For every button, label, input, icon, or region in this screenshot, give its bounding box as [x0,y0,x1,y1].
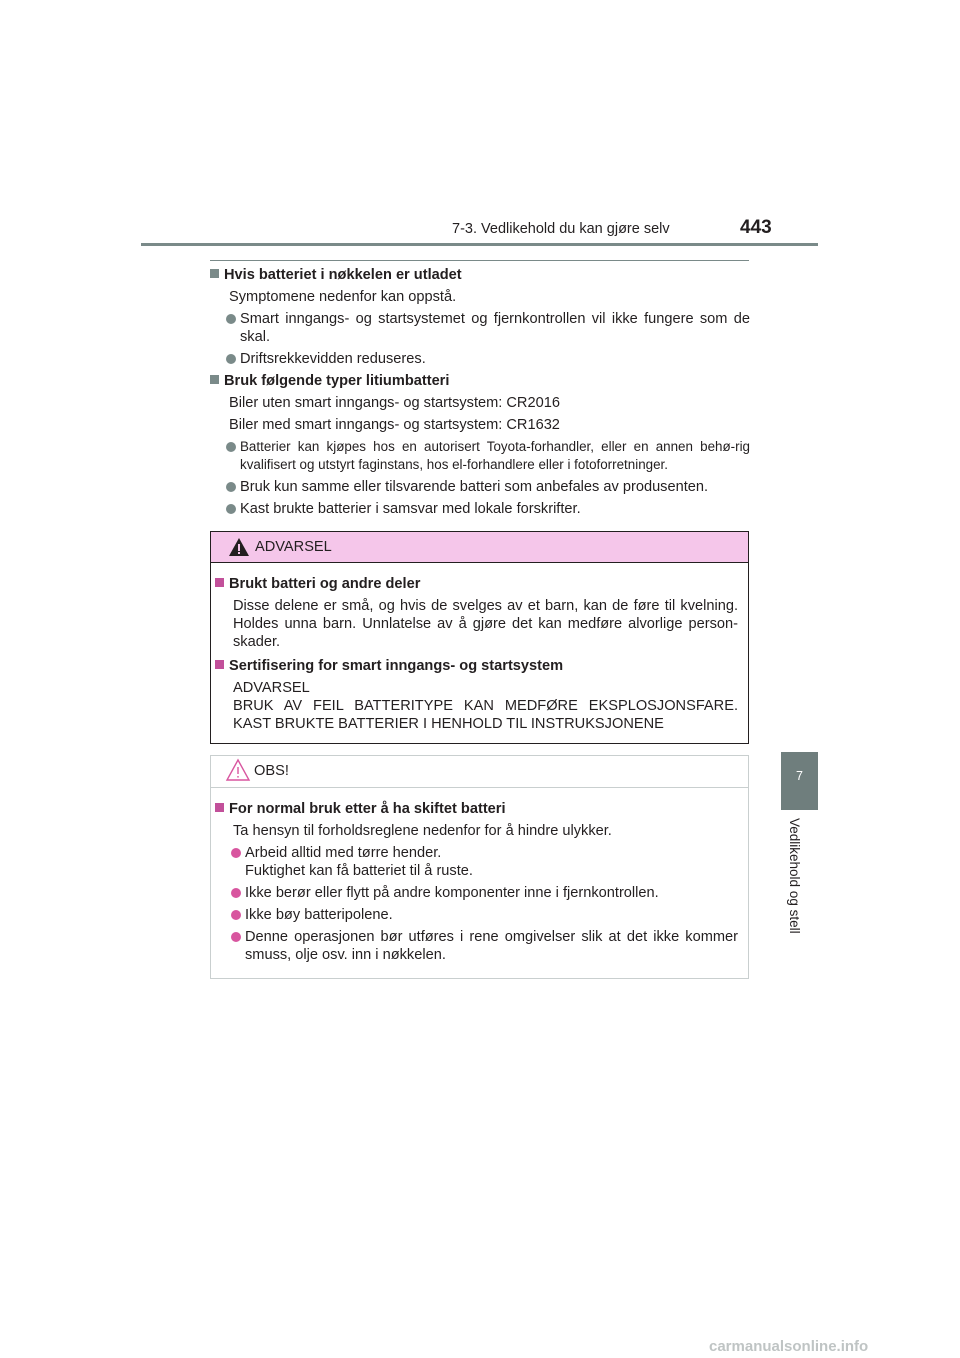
bullet-dot-icon [226,504,236,514]
list-item: Bruk kun samme eller tilsvarende batteri som anbefales av produsenten. [210,478,750,496]
square-bullet-icon [215,803,224,812]
notice-header [211,756,748,788]
list-item: Kast brukte batterier i samsvar med lokale forskrifter. [210,500,750,518]
notice-intro: Ta hensyn til forholdsreglene nedenfor for å hindre ulykker. [233,823,612,839]
battery-type-line-2: Biler med smart inngangs- og startsystem: CR1632 [229,417,560,433]
list-item: Driftsrekkevidden reduseres. [210,350,750,368]
section-title: 7-3. Vedlikehold du kan gjøre selv [452,221,670,237]
page-number: 443 [740,217,772,238]
bullet-dot-icon [231,848,241,858]
notice-heading: For normal bruk etter å ha skiftet batteri [215,800,738,818]
list-item: Denne operasjonen bør utføres i rene omgivelser slik at det ikke kommer smuss, olje osv. inn i nøkkelen. [215,928,738,964]
section-heading-battery-types: Bruk følgende typer litiumbatteri [210,372,750,390]
certification-label: ADVARSEL [233,680,310,696]
warning-heading-used-battery: Brukt batteri og andre deler [215,575,738,593]
bullet-dot-icon [231,932,241,942]
list-item: Smart inngangs- og startsystemet og fjernkontrollen vil ikke fungere som de skal. [210,310,750,346]
warning-text-choking: Disse delene er små, og hvis de svelges av et barn, kan de føre til kvelning. Holdes unna barn. Unnlatelse av å gjøre det kan medføre alvorlige person-skader. [233,598,738,650]
chapter-label: Vedlikehold og stell [787,818,802,934]
bullet-dot-icon [226,482,236,492]
notice-body [211,788,748,964]
list-item: Batterier kan kjøpes hos en autorisert Toyota-forhandler, eller en annen behø-rig kvalifisert og utstyrt faginstans, hos el-forhandlere eller i fotoforretninger. [210,438,750,474]
notice-title: OBS! [254,763,289,779]
section-heading-battery-empty: Hvis batteriet i nøkkelen er utladet [210,266,750,284]
square-bullet-icon [215,660,224,669]
bullet-dot-icon [226,354,236,364]
square-bullet-icon [210,375,219,384]
header-rule [141,243,818,246]
main-content [210,266,750,518]
warning-title: ADVARSEL [255,539,332,555]
bullet-dot-icon [226,442,236,452]
bullet-dot-icon [226,314,236,324]
list-item: Ikke berør eller flytt på andre komponenter inne i fjernkontrollen. [215,884,738,902]
section1-intro: Symptomene nedenfor kan oppstå. [229,289,457,305]
list-item: Ikke bøy batteripolene. [215,906,738,924]
warning-box [210,531,749,744]
caution-triangle-icon [225,758,251,782]
warning-triangle-icon [228,537,250,557]
list-item: Arbeid alltid med tørre hender. Fuktighet kan få batteriet til å ruste. [215,844,738,880]
notice-box [210,755,749,979]
bullet-dot-icon [231,888,241,898]
content-top-rule [210,260,749,261]
bullet-dot-icon [231,910,241,920]
watermark: carmanualsonline.info [709,1338,869,1355]
battery-type-line-1: Biler uten smart inngangs- og startsystem: CR2016 [229,395,560,411]
warning-heading-certification: Sertifisering for smart inngangs- og startsystem [215,657,738,675]
certification-text: BRUK AV FEIL BATTERITYPE KAN MEDFØRE EKSPLOSJONSFARE. KAST BRUKTE BATTERIER I HENHOLD TIL INSTRUKSJONENE [233,698,738,732]
square-bullet-icon [215,578,224,587]
warning-header [211,532,748,563]
square-bullet-icon [210,269,219,278]
chapter-number: 7 [796,769,803,783]
warning-body [211,563,748,733]
